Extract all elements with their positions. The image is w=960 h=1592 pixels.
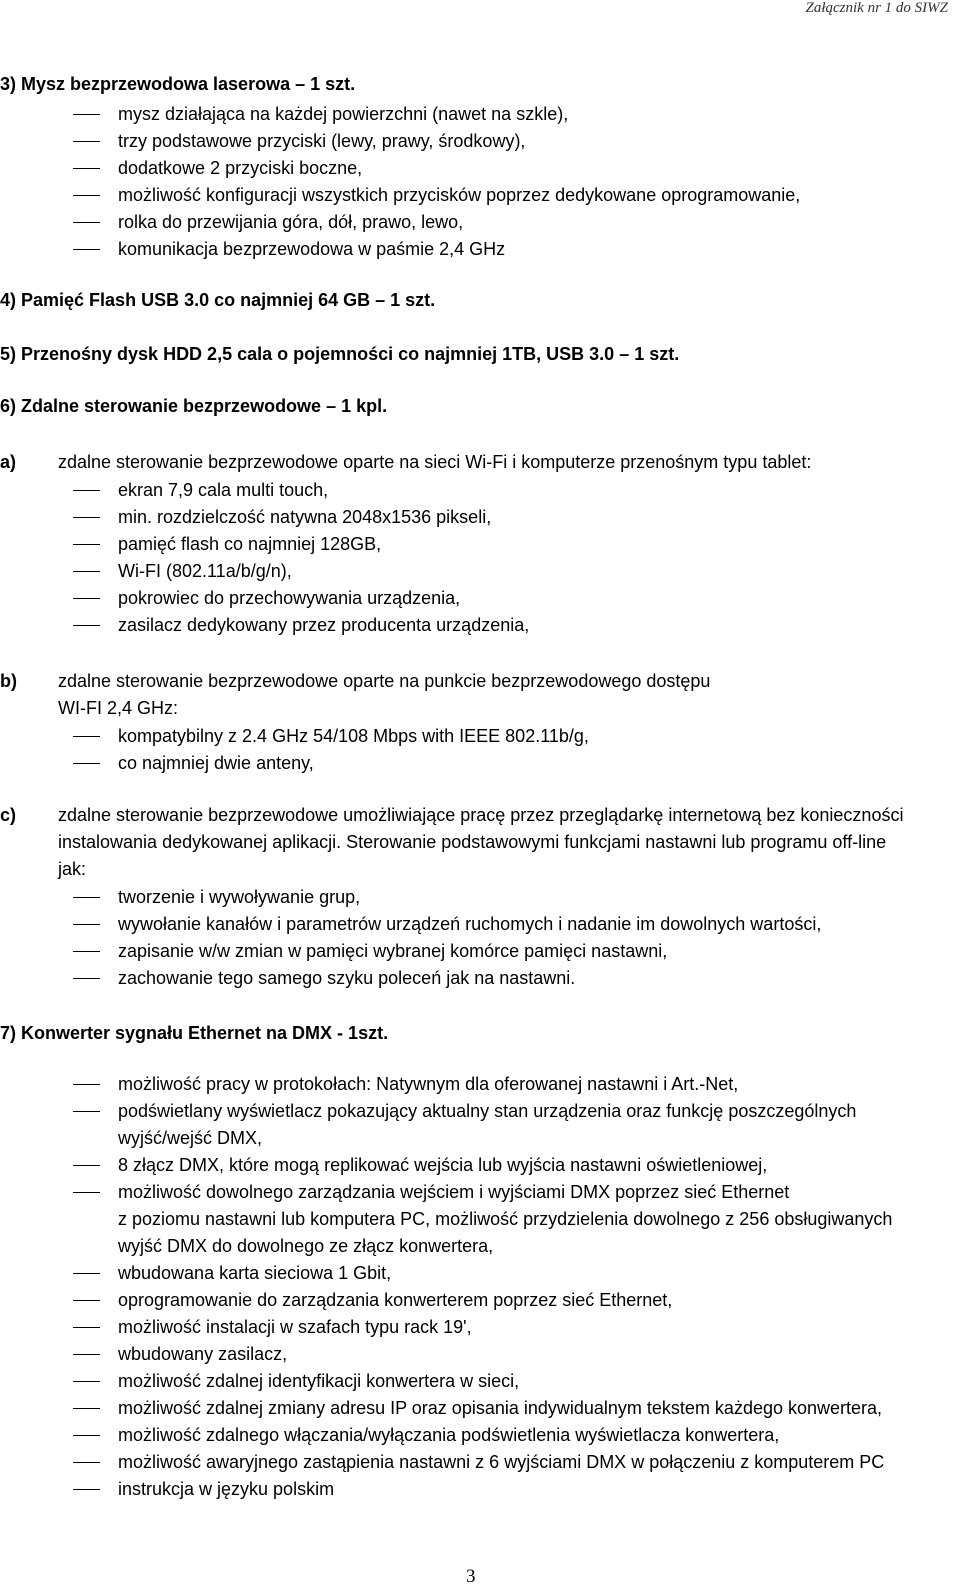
section-heading-flash: 4) Pamięć Flash USB 3.0 co najmniej 64 GB – 1 szt. xyxy=(0,290,436,310)
bullet-text: wbudowany zasilacz, xyxy=(118,1344,288,1364)
section-heading-mouse: 3) Mysz bezprzewodowa laserowa – 1 szt. xyxy=(0,74,356,94)
bullet-text: mysz działająca na każdej powierzchni (nawet na szkle), xyxy=(118,104,569,124)
bullet-text: możliwość zdalnej identyfikacji konwertera w sieci, xyxy=(118,1371,520,1391)
bullet-dash xyxy=(73,222,100,223)
bullet-dash xyxy=(73,1435,100,1436)
bullet-dash xyxy=(73,490,100,491)
subitem-text-c: jak: xyxy=(58,859,87,879)
bullet-text: 8 złącz DMX, które mogą replikować wejścia lub wyjścia nastawni oświetleniowej, xyxy=(118,1155,768,1175)
bullet-text: ekran 7,9 cala multi touch, xyxy=(118,480,329,500)
bullet-dash xyxy=(73,249,100,250)
bullet-dash xyxy=(73,763,100,764)
bullet-text: co najmniej dwie anteny, xyxy=(118,753,314,773)
subitem-text-b: zdalne sterowanie bezprzewodowe oparte na punkcie bezprzewodowego dostępu xyxy=(58,671,711,691)
bullet-text: możliwość instalacji w szafach typu rack 19', xyxy=(118,1317,472,1337)
bullet-dash xyxy=(73,114,100,115)
bullet-text: pokrowiec do przechowywania urządzenia, xyxy=(118,588,461,608)
page-number: 3 xyxy=(466,1566,476,1587)
bullet-dash xyxy=(73,1327,100,1328)
subitem-text-c: zdalne sterowanie bezprzewodowe umożliwiające pracę przez przeglądarkę internetową bez konieczności xyxy=(58,805,904,825)
bullet-dash xyxy=(73,517,100,518)
bullet-text: trzy podstawowe przyciski (lewy, prawy, środkowy), xyxy=(118,131,526,151)
bullet-dash xyxy=(73,1165,100,1166)
bullet-text: podświetlany wyświetlacz pokazujący aktualny stan urządzenia oraz funkcję poszczególnych xyxy=(118,1101,857,1121)
bullet-text: wywołanie kanałów i parametrów urządzeń ruchomych i nadanie im dowolnych wartości, xyxy=(118,914,822,934)
subitem-label-a: a) xyxy=(0,452,17,472)
subitem-label-b: b) xyxy=(0,671,17,691)
bullet-dash xyxy=(73,897,100,898)
bullet-dash xyxy=(73,1300,100,1301)
bullet-text: dodatkowe 2 przyciski boczne, xyxy=(118,158,363,178)
bullet-dash xyxy=(73,951,100,952)
bullet-text: możliwość dowolnego zarządzania wejściem i wyjściami DMX poprzez sieć Ethernet xyxy=(118,1182,790,1202)
section-heading-remote: 6) Zdalne sterowanie bezprzewodowe – 1 kpl. xyxy=(0,396,388,416)
bullet-dash xyxy=(73,571,100,572)
bullet-text: oprogramowanie do zarządzania konwerterem poprzez sieć Ethernet, xyxy=(118,1290,673,1310)
bullet-dash xyxy=(73,598,100,599)
bullet-text: wbudowana karta sieciowa 1 Gbit, xyxy=(118,1263,392,1283)
bullet-dash xyxy=(73,978,100,979)
bullet-dash xyxy=(73,736,100,737)
bullet-dash xyxy=(73,1273,100,1274)
bullet-dash xyxy=(73,195,100,196)
bullet-dash xyxy=(73,168,100,169)
bullet-dash xyxy=(73,1354,100,1355)
bullet-text: możliwość pracy w protokołach: Natywnym dla oferowanej nastawni i Art.-Net, xyxy=(118,1074,739,1094)
attachment-header: Załącznik nr 1 do SIWZ xyxy=(805,0,948,16)
section-heading-hdd: 5) Przenośny dysk HDD 2,5 cala o pojemności co najmniej 1TB, USB 3.0 – 1 szt. xyxy=(0,344,680,364)
bullet-text: tworzenie i wywoływanie grup, xyxy=(118,887,361,907)
subitem-text-a: zdalne sterowanie bezprzewodowe oparte na sieci Wi-Fi i komputerze przenośnym typu tablet: xyxy=(58,452,812,472)
section-heading-dmx: 7) Konwerter sygnału Ethernet na DMX - 1szt. xyxy=(0,1023,389,1043)
bullet-text-continuation: wyjść/wejść DMX, xyxy=(118,1128,263,1148)
bullet-dash xyxy=(73,141,100,142)
bullet-dash xyxy=(73,1489,100,1490)
bullet-dash xyxy=(73,1408,100,1409)
bullet-text: możliwość zdalnej zmiany adresu IP oraz opisania indywidualnym tekstem każdego konwertera, xyxy=(118,1398,883,1418)
subitem-text-c: instalowania dedykowanej aplikacji. Sterowanie podstawowymi funkcjami nastawni lub programu off-line xyxy=(58,832,887,852)
bullet-text: Wi-FI (802.11a/b/g/n), xyxy=(118,561,292,581)
subitem-text-b: WI-FI 2,4 GHz: xyxy=(58,698,179,718)
bullet-text-continuation: z poziomu nastawni lub komputera PC, możliwość przydzielenia dowolnego z 256 obsługiwanych xyxy=(118,1209,893,1229)
bullet-text: możliwość konfiguracji wszystkich przycisków poprzez dedykowane oprogramowanie, xyxy=(118,185,801,205)
bullet-text: komunikacja bezprzewodowa w paśmie 2,4 GHz xyxy=(118,239,506,259)
bullet-text: możliwość awaryjnego zastąpienia nastawni z 6 wyjściami DMX w połączeniu z komputerem PC xyxy=(118,1452,885,1472)
bullet-text: zapisanie w/w zmian w pamięci wybranej komórce pamięci nastawni, xyxy=(118,941,668,961)
bullet-text: możliwość zdalnego włączania/wyłączania podświetlenia wyświetlacza konwertera, xyxy=(118,1425,780,1445)
bullet-dash xyxy=(73,1462,100,1463)
bullet-text: rolka do przewijania góra, dół, prawo, lewo, xyxy=(118,212,464,232)
bullet-dash xyxy=(73,1111,100,1112)
bullet-dash xyxy=(73,924,100,925)
bullet-text: min. rozdzielczość natywna 2048x1536 pikseli, xyxy=(118,507,492,527)
bullet-text: zachowanie tego samego szyku poleceń jak na nastawni. xyxy=(118,968,576,988)
bullet-dash xyxy=(73,544,100,545)
subitem-label-c: c) xyxy=(0,805,17,825)
bullet-text: zasilacz dedykowany przez producenta urządzenia, xyxy=(118,615,530,635)
bullet-dash xyxy=(73,1381,100,1382)
bullet-dash xyxy=(73,1192,100,1193)
bullet-dash xyxy=(73,1084,100,1085)
bullet-text: pamięć flash co najmniej 128GB, xyxy=(118,534,382,554)
bullet-text: kompatybilny z 2.4 GHz 54/108 Mbps with IEEE 802.11b/g, xyxy=(118,726,589,746)
bullet-text-continuation: wyjść DMX do dowolnego ze złącz konwertera, xyxy=(118,1236,494,1256)
bullet-dash xyxy=(73,625,100,626)
bullet-text: instrukcja w języku polskim xyxy=(118,1479,335,1499)
